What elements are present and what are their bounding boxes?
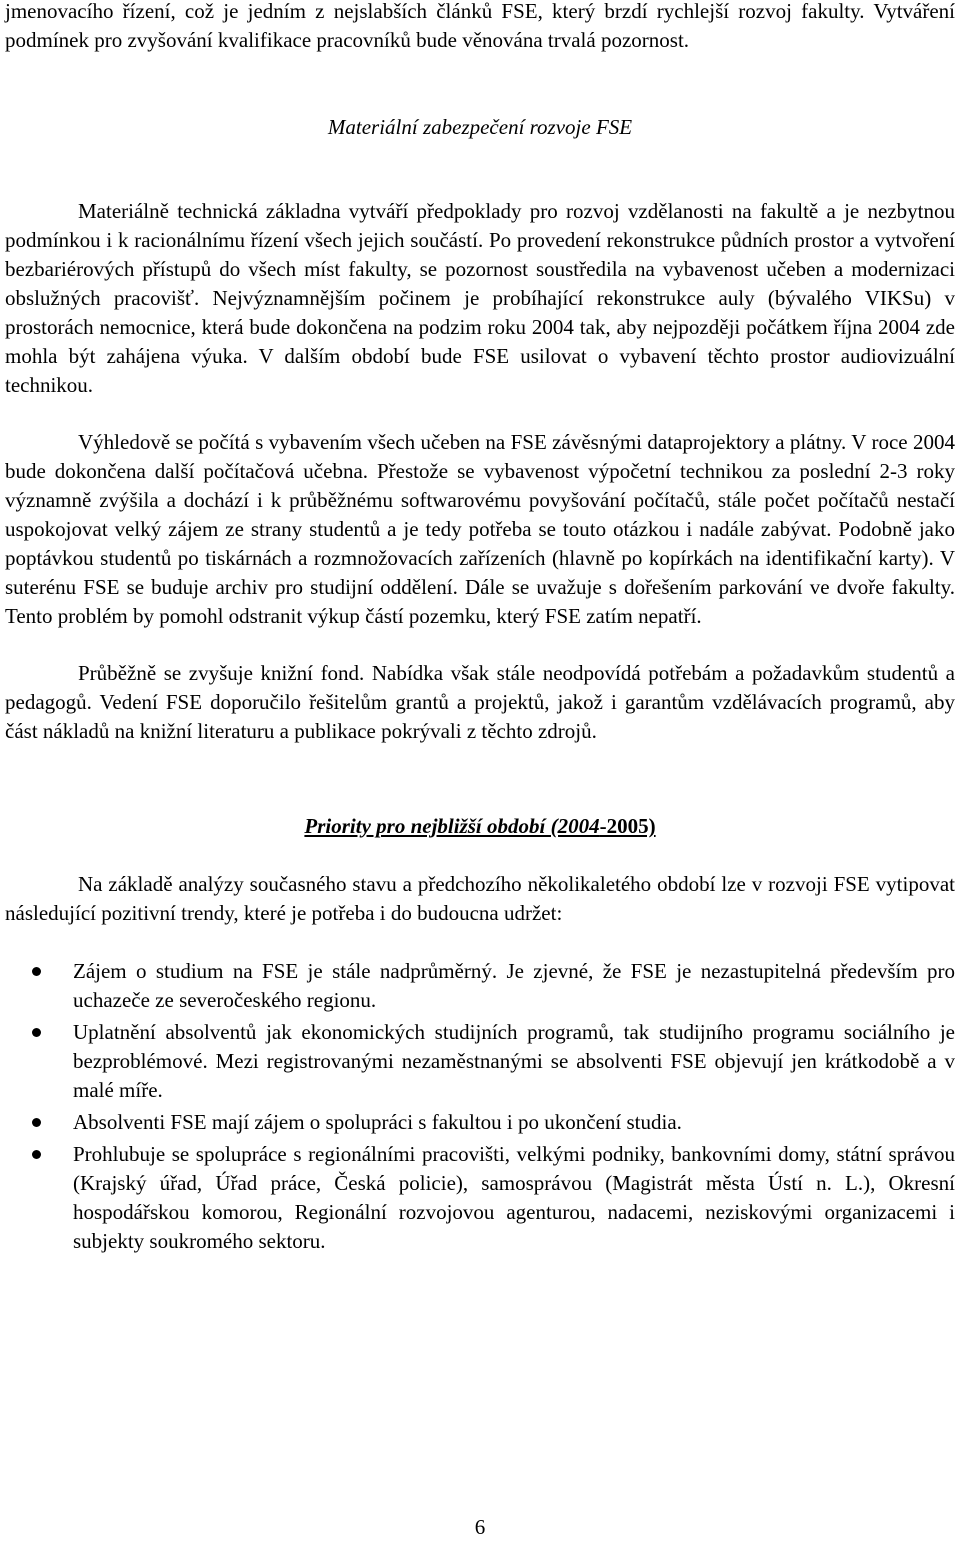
paragraph-material-base: Materiálně technická základna vytváří předpoklady pro rozvoj vzdělanosti na fakultě a je nezbytnou podmínkou i k racionálnímu řízení všech jejich součástí. Po provedení rekonstrukce půdních prostor a vytvoření bezbariérových přístupů do všech míst fakulty, se pozornost soustředila na vybavenost učeben a modernizaci obslužných pracovišť. Nejvýznamnějším počinem je probíhající rekonstrukce auly (bývalého VIKSu) v prostorách nemocnice, která bude dokončena na podzim roku 2004 tak, aby nejpozději počátkem října 2004 zde mohla být zahájena výuka. V dalším období bude FSE usilovat o vybavení těchto prostor audiovizuální technikou. bbox=[5, 199, 955, 397]
bullet-icon bbox=[32, 1150, 41, 1159]
list-item bbox=[5, 1018, 955, 1105]
list-item-text: Prohlubuje se spolupráce s regionálními pracovišti, velkými podniky, bankovními domy, státní správou (Krajský úřad, Úřad práce, Česká policie), samosprávou (Magistrát města Ústí n. L.), Okresní hospodářskou komorou, Regionální rozvojovou agenturou, nadacemi, neziskovými organizacemi i subjekty soukromého sektoru. bbox=[73, 1142, 955, 1253]
paragraph-priorities-intro: Na základě analýzy současného stavu a předchozího několikaletého období lze v rozvoji FSE vytipovat následující pozitivní trendy, které je potřeba i do budoucna udržet: bbox=[5, 872, 955, 925]
list-item bbox=[5, 1140, 955, 1256]
list-item-text: Absolventi FSE mají zájem o spolupráci s fakultou i po ukončení studia. bbox=[73, 1110, 682, 1134]
list-item bbox=[5, 1108, 955, 1137]
bullet-icon bbox=[32, 967, 41, 976]
bullet-icon bbox=[32, 1028, 41, 1037]
section-heading-material: Materiální zabezpečení rozvoje FSE bbox=[327, 115, 633, 139]
priorities-list bbox=[5, 957, 955, 1256]
list-item-text: Uplatnění absolventů jak ekonomických studijních programů, tak studijního programu sociálního je bezproblémové. Mezi registrovanými nezaměstnanými se absolventi FSE objevují jen krátkodobě a v malé míře. bbox=[73, 1020, 955, 1102]
priorities-heading-tail: -2005) bbox=[599, 814, 656, 838]
paragraph-equipment: Výhledově se počítá s vybavením všech učeben na FSE závěsnými dataprojektory a plátny. V roce 2004 bude dokončena další počítačová učebna. Přestože se vybavenost výpočetní technikou za poslední 2-3 roky významně zvýšila a dochází i k průběžnému softwarovému povyšování počítačů, stále počet počítačů nestačí uspokojovat velký zájem ze strany studentů a je tedy potřeba se touto otázkou i nadále zabývat. Podobně jako poptávkou studentů po tiskárnách a rozmnožovacích zařízeních (hlavně po kopírkách na identifikační karty). V suterénu FSE se buduje archiv pro studijní oddělení. Dále se uvažuje s dořešením parkování ve dvoře fakulty. Tento problém by pomohl odstranit výkup částí pozemku, který FSE zatím nepatří. bbox=[5, 430, 955, 628]
document-page bbox=[5, 0, 955, 1256]
bullet-icon bbox=[32, 1118, 41, 1127]
priorities-heading-main: Priority pro nejbližší období (2004 bbox=[304, 814, 600, 838]
section-heading-priorities bbox=[5, 812, 955, 841]
list-item bbox=[5, 957, 955, 1015]
page-number: 6 bbox=[474, 1515, 486, 1539]
list-item-text: Zájem o studium na FSE je stále nadprůměrný. Je zjevné, že FSE je nezastupitelná především pro uchazeče ze severočeského regionu. bbox=[73, 959, 955, 1012]
paragraph-library: Průběžně se zvyšuje knižní fond. Nabídka však stále neodpovídá potřebám a požadavkům studentů a pedagogů. Vedení FSE doporučilo řešitelům grantů a projektů, jakož i garantům vzdělávacích programů, aby část nákladů na knižní literaturu a publikace pokrývali z těchto zdrojů. bbox=[5, 661, 955, 743]
intro-paragraph: jmenovacího řízení, což je jedním z nejslabších článků FSE, který brzdí rychlejší rozvoj fakulty. Vytváření podmínek pro zvyšování kvalifikace pracovníků bude věnována trvalá pozornost. bbox=[5, 0, 955, 52]
